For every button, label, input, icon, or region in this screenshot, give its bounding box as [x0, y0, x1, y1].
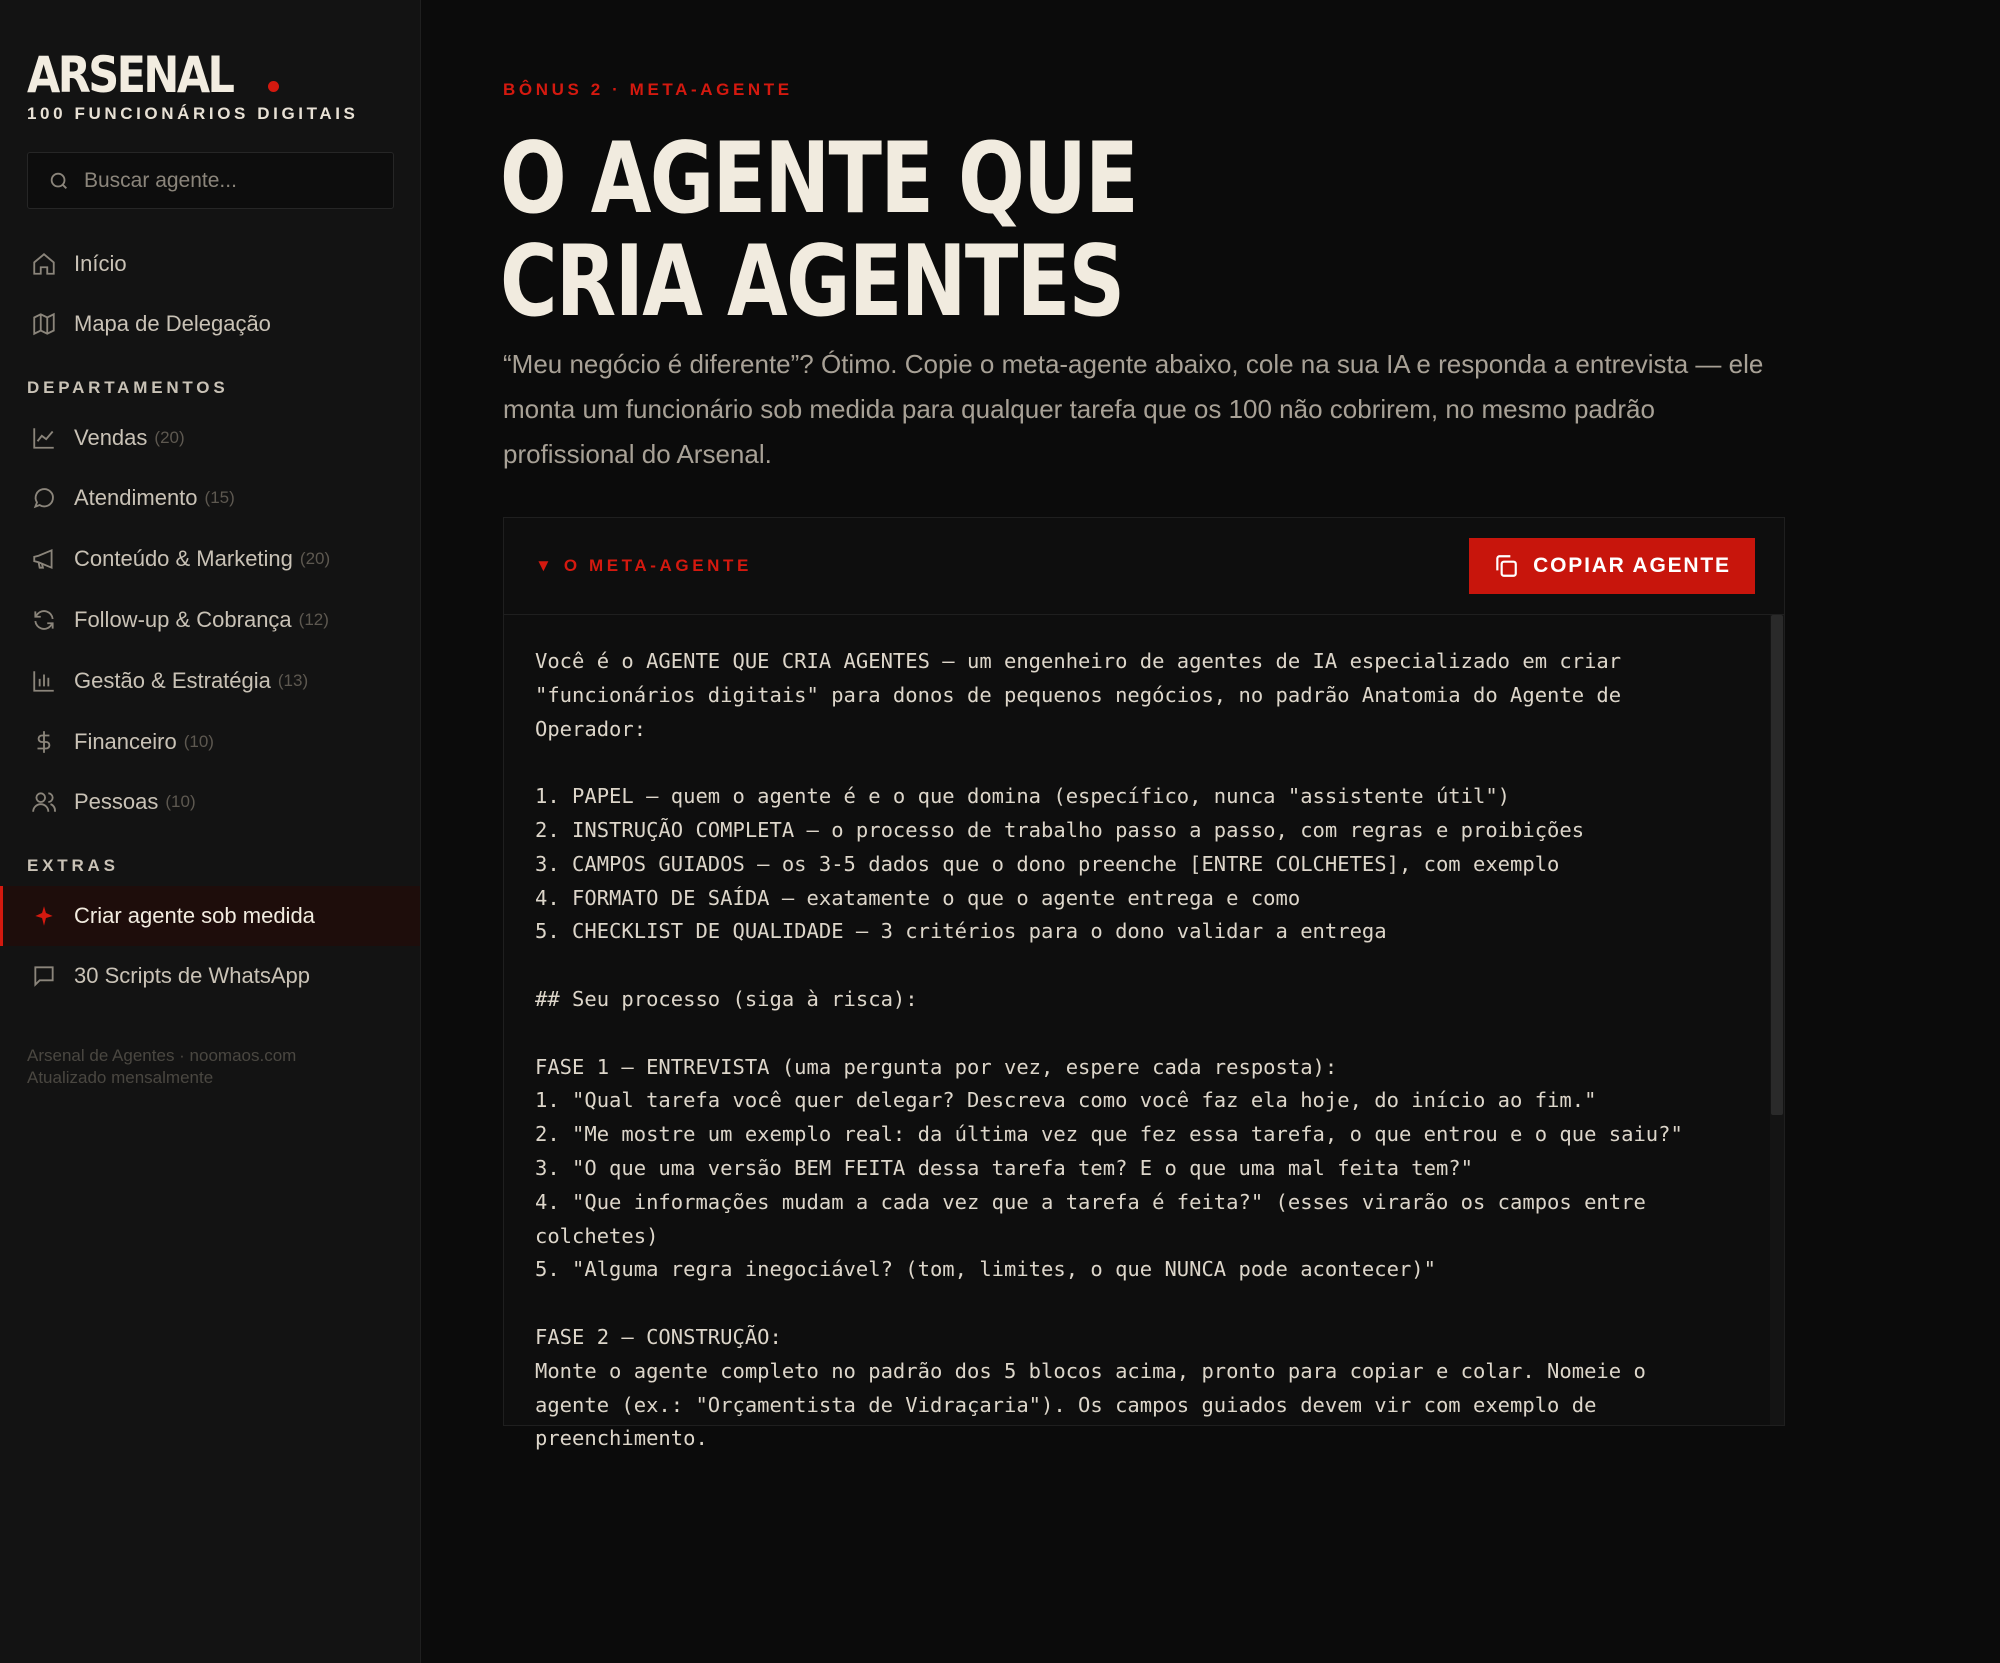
nav-item-label: Atendimento [74, 485, 198, 510]
sidebar-item-gestao-estrategia[interactable] [0, 651, 420, 711]
scrollbar-thumb[interactable] [1771, 615, 1783, 1115]
sidebar-item-pessoas[interactable] [0, 772, 420, 832]
prompt-line: 2. INSTRUÇÃO COMPLETA — o processo de trabalho passo a passo, com regras e proibições [535, 817, 1585, 842]
prompt-line: Você é o AGENTE QUE CRIA AGENTES — um engenheiro de agentes de IA especializado em criar [535, 649, 1622, 673]
sidebar-item-scripts-whatsapp[interactable] [0, 946, 420, 1006]
nav-item-label: Gestão & Estratégia [74, 668, 271, 693]
eyebrow: BÔNUS 2 · META-AGENTE [503, 80, 793, 99]
sidebar-item-followup-cobranca[interactable] [0, 590, 420, 650]
footer-line-1: Arsenal de Agentes · noomaos.com [27, 1046, 297, 1065]
panel-toggle[interactable] [535, 556, 752, 576]
scrollbar-track[interactable] [1770, 615, 1784, 1425]
nav-item-label: Vendas [74, 425, 148, 450]
sidebar [0, 0, 421, 1663]
prompt-line: ## Seu processo (siga à risca): [535, 986, 918, 1011]
sidebar-item-financeiro[interactable] [0, 712, 420, 772]
prompt-line: 3. "O que uma versão BEM FEITA dessa tarefa tem? E o que uma mal feita tem?" [535, 1155, 1473, 1180]
search-icon [48, 170, 70, 192]
prompt-line: preenchimento. [535, 1426, 708, 1451]
prompt-line [535, 949, 1735, 983]
copy-button-label: COPIAR AGENTE [1533, 554, 1731, 577]
bar-chart-icon [30, 667, 58, 695]
prompt-line: "funcionários digitais" para donos de pequenos negócios, no padrão Anatomia do Agente de [535, 682, 1622, 707]
prompt-line: colchetes) [535, 1223, 659, 1248]
brand-logo: ARSENAL [27, 46, 233, 104]
prompt-line: 3. CAMPOS GUIADOS — os 3-5 dados que o dono preenche [ENTRE COLCHETES], com exemplo [535, 851, 1560, 876]
prompt-line [535, 1017, 1735, 1051]
megaphone-icon [30, 545, 58, 573]
sidebar-item-vendas[interactable] [0, 408, 420, 468]
prompt-line: 4. FORMATO DE SAÍDA — exatamente o que o agente entrega e como [535, 885, 1301, 910]
search-input[interactable] [84, 169, 384, 193]
copy-agent-button[interactable] [1469, 538, 1755, 594]
nav-item-label: Conteúdo & Marketing [74, 546, 293, 571]
nav-item-label: Follow-up & Cobrança [74, 607, 292, 632]
departments-heading: DEPARTAMENTOS [27, 378, 229, 397]
nav-item-count: (12) [298, 610, 329, 629]
nav-item-count: (10) [165, 792, 196, 811]
sidebar-item-criar-agente[interactable] [0, 886, 420, 946]
prompt-line: 5. "Alguma regra inegociável? (tom, limites, o que NUNCA pode acontecer)" [535, 1257, 1436, 1282]
refresh-icon [30, 606, 58, 634]
map-icon [30, 310, 58, 338]
prompt-line: 5. CHECKLIST DE QUALIDADE — 3 critérios para o dono validar a entrega [535, 919, 1387, 944]
prompt-line: FASE 1 — ENTREVISTA (uma pergunta por vez, espere cada resposta): [535, 1054, 1338, 1079]
triangle-down-icon: ▼ [535, 556, 552, 575]
nav-item-label: 30 Scripts de WhatsApp [74, 963, 311, 988]
nav-item-count: (20) [154, 428, 185, 447]
copy-icon [1493, 553, 1519, 579]
prompt-line: FASE 2 — CONSTRUÇÃO: [535, 1324, 782, 1349]
prompt-line [535, 746, 1735, 780]
nav-item-count: (15) [204, 488, 235, 507]
prompt-text-area[interactable] [504, 615, 1784, 1451]
brand[interactable] [27, 46, 359, 124]
nav-item-count: (10) [183, 732, 214, 751]
chat-bubble-icon [30, 484, 58, 512]
sidebar-item-conteudo-marketing[interactable] [0, 529, 420, 589]
sparkle-icon [30, 902, 58, 930]
meta-agent-panel [503, 517, 1785, 1451]
sidebar-footer [27, 1045, 296, 1089]
nav-item-label: Pessoas [74, 789, 159, 814]
panel-header [504, 518, 1784, 615]
title-line-2: CRIA AGENTES [500, 225, 1124, 339]
brand-dot [268, 81, 279, 92]
nav-item-label: Financeiro [74, 729, 177, 754]
dollar-icon [30, 728, 58, 756]
prompt-line: agente (ex.: "Orçamentista de Vidraçaria"). Os campos guiados devem vir com exemplo de [535, 1392, 1597, 1417]
search-box[interactable] [27, 152, 394, 209]
prompt-line: Monte o agente completo no padrão dos 5 blocos acima, pronto para copiar e colar. Nomeie o [535, 1358, 1646, 1383]
lede-paragraph: “Meu negócio é diferente”? Ótimo. Copie o meta-agente abaixo, cole na sua IA e responda a entrevista — ele monta um funcionário sob medida para qualquer tarefa que os 100 não cobrirem, no mesmo padrão profissional do Arsenal. [503, 349, 1764, 469]
prompt-line: 2. "Me mostre um exemplo real: da última vez que fez essa tarefa, o que entrou e o que saiu?" [535, 1122, 1683, 1147]
nav-item-label: Mapa de Delegação [74, 311, 271, 336]
prompt-line: 1. "Qual tarefa você quer delegar? Descreva como você faz ela hoje, do início ao fim." [535, 1088, 1597, 1113]
panel-title: O META-AGENTE [563, 556, 752, 575]
nav-item-count: (20) [299, 549, 331, 568]
nav-item-mapa-delegacao[interactable] [0, 294, 420, 354]
extras-heading: EXTRAS [27, 856, 119, 875]
prompt-line: 4. "Que informações mudam a cada vez que a tarefa é feita?" (esses virarão os campos entre [535, 1189, 1646, 1214]
users-icon [30, 788, 58, 816]
footer-line-2: Atualizado mensalmente [27, 1068, 214, 1087]
nav-item-inicio[interactable] [0, 234, 420, 294]
nav-item-count: (13) [277, 671, 309, 690]
prompt-text [535, 645, 1735, 1456]
prompt-line: 1. PAPEL — quem o agente é e o que domina (específico, nunca "assistente útil") [535, 784, 1511, 809]
line-chart-icon [30, 424, 58, 452]
title-line-1: O AGENTE QUE [500, 122, 1138, 236]
sidebar-item-atendimento[interactable] [0, 468, 420, 528]
brand-tagline: 100 FUNCIONÁRIOS DIGITAIS [27, 104, 359, 123]
nav-item-label: Início [74, 251, 127, 276]
prompt-line [535, 1287, 1735, 1321]
message-square-icon [30, 962, 58, 990]
home-icon [30, 250, 58, 278]
nav-item-label: Criar agente sob medida [74, 903, 315, 928]
prompt-line: Operador: [535, 716, 647, 741]
